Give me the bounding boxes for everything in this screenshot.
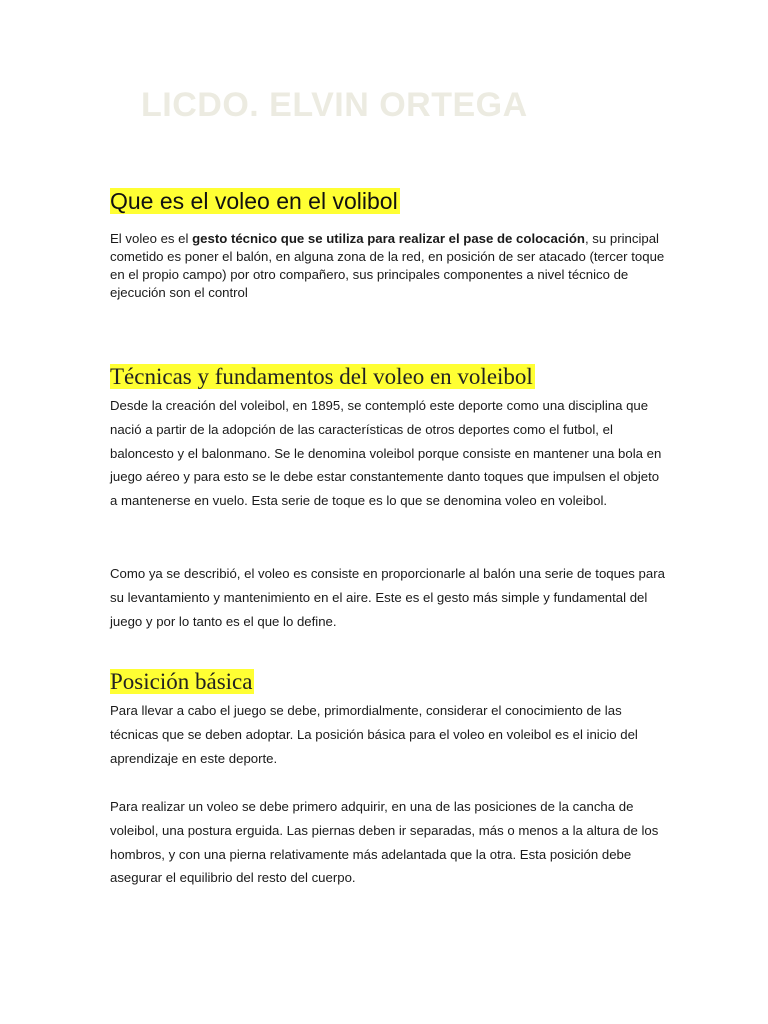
body-paragraph: Para llevar a cabo el juego se debe, primordialmente, considerar el conocimiento de las técnicas que se deben adoptar. La posición básica para el voleo en voleibol es el inicio del aprendizaje en este deporte. [110,703,638,766]
heading-highlight: Posición básica [110,669,253,694]
body-paragraph: Como ya se describió, el voleo es consiste en proporcionarle al balón una serie de toques para su levantamiento y mantenimiento en el aire. Este es el gesto más simple y fundamental del juego y por lo tanto es el que lo define. [110,566,665,629]
section-posicion-paragraph-1 [110,699,670,770]
heading-highlight: Que es el voleo en el volibol [110,188,398,214]
intro-bold-text: gesto técnico que se utiliza para realizar el pase de colocación [192,231,585,246]
section-tecnicas-paragraph-1 [110,394,670,513]
intro-rest-text: , su principal cometido es poner el balón, en alguna zona de la red, en posición de ser atacado (tercer toque en el propio campo) por otro compañero, sus principales componentes a nivel técnico de ejecución son el control [110,231,665,300]
section-tecnicas [110,362,670,392]
section-what-is-voleo [110,186,670,216]
section-heading [110,186,670,216]
section-heading [110,667,670,697]
intro-paragraph [110,230,670,302]
body-paragraph: Para realizar un voleo se debe primero adquirir, en una de las posiciones de la cancha de voleibol, una postura erguida. Las piernas deben ir separadas, más o menos a la altura de los hombros, y con una pierna relativamente más adelantada que la otra. Esta posición debe asegurar el equilibrio del resto del cuerpo. [110,799,659,886]
author-watermark: LICDO. ELVIN ORTEGA [141,86,528,124]
section-posicion-basica [110,667,670,697]
heading-highlight: Técnicas y fundamentos del voleo en voleibol [110,364,533,389]
body-paragraph: Desde la creación del voleibol, en 1895, se contempló este deporte como una disciplina que nació a partir de la adopción de las características de otros deportes como el futbol, el baloncesto y el balonmano. Se le denomina voleibol porque consiste en mantener una bola en juego aéreo y para esto se le debe estar constantemente danto toques que impulsen el objeto a mantenerse en vuelo. Esta serie de toque es lo que se denomina voleo en voleibol. [110,398,662,509]
intro-lead-text: El voleo es el [110,231,193,246]
section-tecnicas-paragraph-2 [110,562,670,633]
section-heading [110,362,670,392]
section-posicion-paragraph-2 [110,795,670,890]
section-what-is-voleo-body [110,230,670,302]
